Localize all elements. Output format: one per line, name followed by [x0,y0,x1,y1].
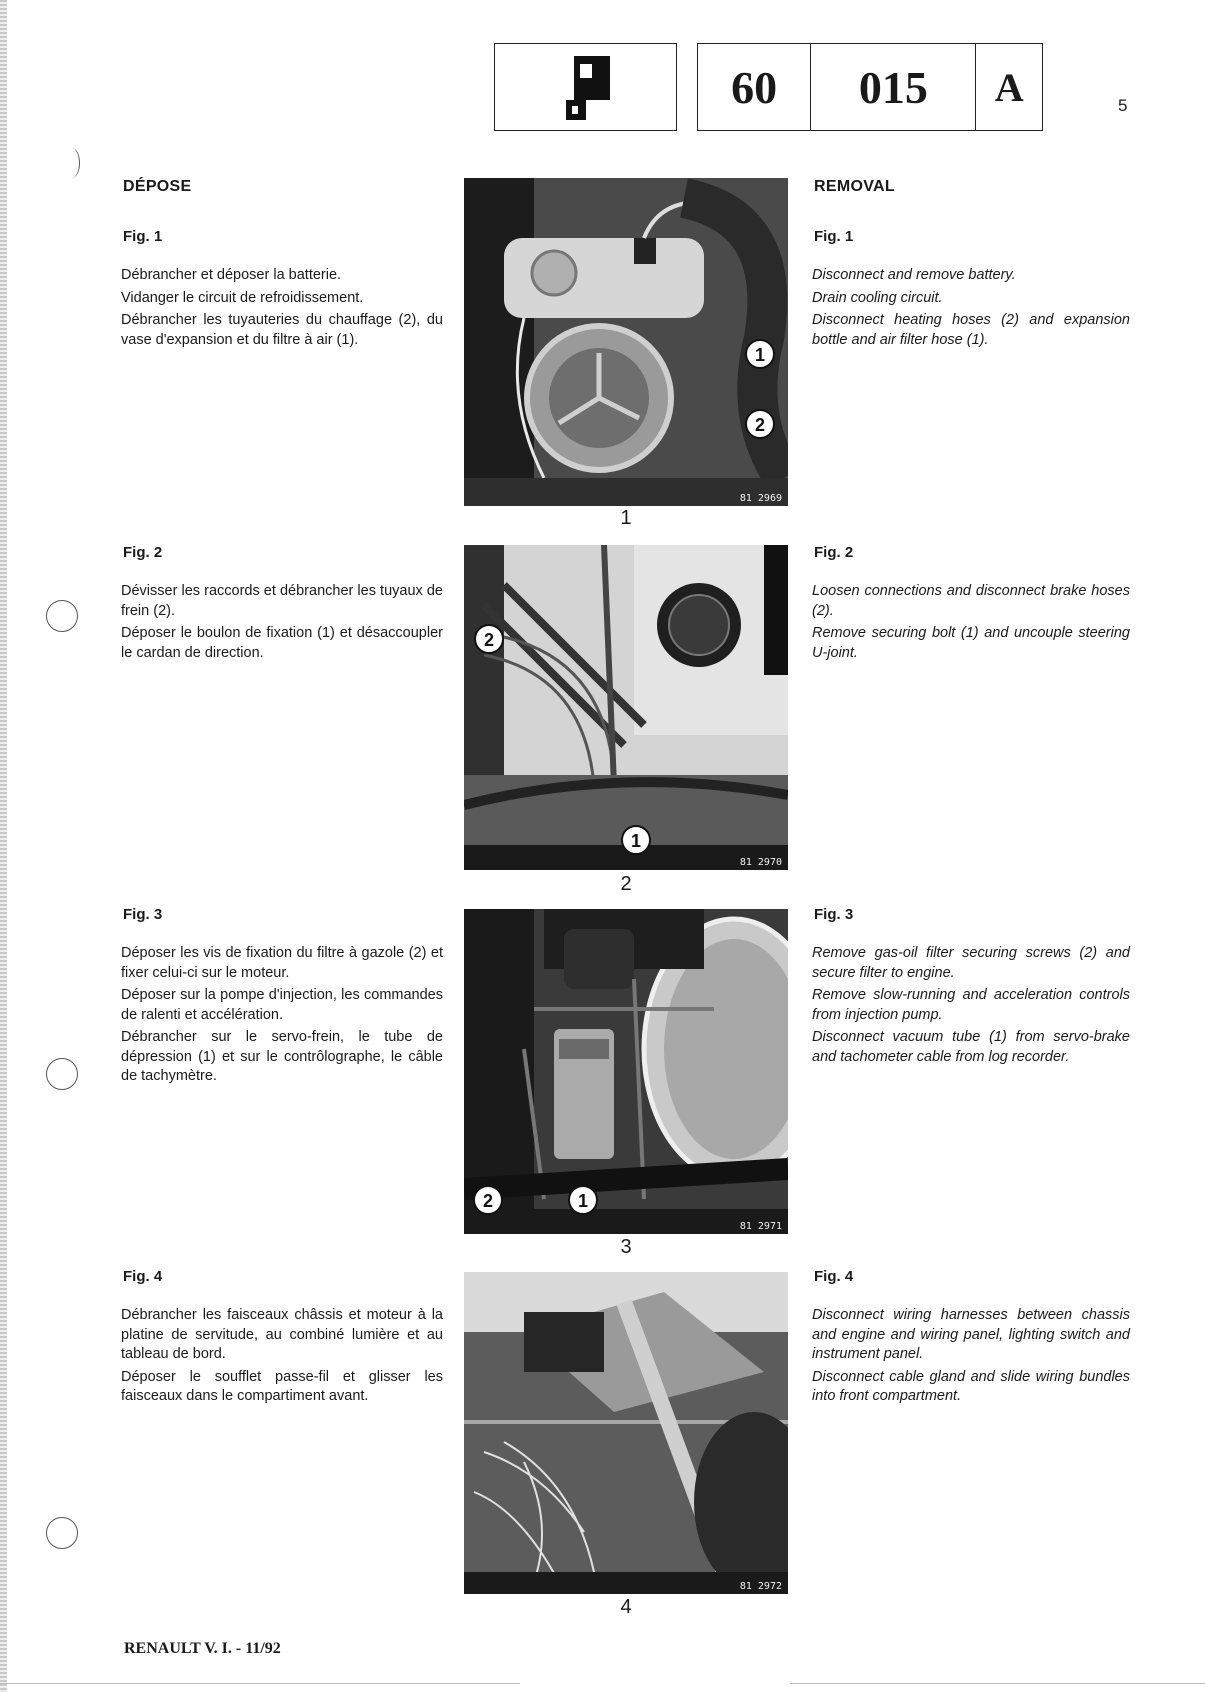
fig4-text-fr [121,1306,443,1410]
code-letter: A [994,64,1024,110]
fig2-label-en: Fig. 2 [814,544,854,561]
logo-box [494,43,677,131]
fig3-en-line: Remove gas-oil filter securing screws (2) and secure filter to engine. [812,945,1130,981]
fig1-text-fr [121,266,443,353]
fig3-fr-line: Débrancher sur le servo-frein, le tube de dépression (1) et sur le contrôlographe, le câble de tachymètre. [121,1029,443,1084]
fig3-fr-line: Déposer les vis de fixation du filtre à gazole (2) et fixer celui-ci sur le moteur. [121,945,443,981]
fig3-text-fr [121,944,443,1090]
fig4-label-fr: Fig. 4 [123,1268,163,1285]
section-logo-icon [566,56,610,120]
fig4-en-line: Disconnect wiring harnesses between chassis and engine and wiring panel, lighting switch and instrument panel. [812,1307,1130,1362]
fig1-en-line: Drain cooling circuit. [812,289,943,306]
fig2-photo-code: 81 2970 [739,857,782,868]
fig1-fr-line: Vidanger le circuit de refroidissement. [121,289,364,306]
fig2-text-en [812,582,1130,666]
page-number: 5 [1118,96,1128,115]
fig3-text-en [812,944,1130,1070]
fig2-en-line: Loosen connections and disconnect brake hoses (2). [812,583,1130,619]
fig3-callout-1: 1 [577,1191,589,1211]
fig3-photo-code: 81 2971 [739,1221,782,1232]
fig3-label-en: Fig. 3 [814,906,854,923]
code-main: 60 [698,44,811,130]
binder-hole [46,1517,78,1549]
fig1-number: 1 [620,507,632,529]
binder-hole-top [64,148,80,178]
section-title-fr: DÉPOSE [123,178,192,195]
binder-hole [46,600,78,632]
footer-publisher: RENAULT V. I. - 11/92 [124,1640,281,1657]
fig4-en-line: Disconnect cable gland and slide wiring bundles into front compartment. [812,1368,1130,1404]
fig3-callout-2: 2 [482,1191,494,1211]
fig4-text-en [812,1306,1130,1410]
fig3-fr-line: Déposer sur la pompe d'injection, les commandes de ralenti et accélération. [121,987,443,1023]
fig1-fr-line: Débrancher les tuyauteries du chauffage (2), du vase d'expansion et du filtre à air (1). [121,312,443,348]
fig2-photo [464,545,788,870]
fig4-number: 4 [620,1596,632,1618]
binder-edge [0,0,7,1692]
fig1-photo [464,178,788,506]
fig2-number: 2 [620,873,632,895]
fig2-text-fr [121,582,443,666]
fig1-text-en [812,266,1130,353]
section-title-en: REMOVAL [814,178,895,195]
fig2-label-fr: Fig. 2 [123,544,163,561]
code-sub: 015 [811,44,976,130]
fig3-photo [464,909,788,1234]
fig4-fr-line: Déposer le soufflet passe-fil et glisser les faisceaux dans le compartiment avant. [121,1368,443,1404]
fig1-en-line: Disconnect heating hoses (2) and expansion bottle and air filter hose (1). [812,312,1130,348]
fig4-photo-code: 81 2972 [739,1581,782,1592]
fig1-en-line: Disconnect and remove battery. [812,267,1016,283]
manual-code-box [697,43,1043,131]
fig3-en-line: Disconnect vacuum tube (1) from servo-brake and tachometer cable from log recorder. [812,1029,1130,1065]
footer-rule [0,1683,520,1684]
fig1-label-fr: Fig. 1 [123,228,163,245]
fig2-en-line: Remove securing bolt (1) and uncouple steering U-joint. [812,625,1130,661]
fig1-callout-2: 2 [754,415,766,435]
binder-hole [46,1058,78,1090]
fig2-callout-1: 1 [630,831,642,851]
fig4-label-en: Fig. 4 [814,1268,854,1285]
fig1-photo-code: 81 2969 [739,493,782,504]
fig3-en-line: Remove slow-running and acceleration controls from injection pump. [812,987,1130,1023]
fig3-label-fr: Fig. 3 [123,906,163,923]
fig1-label-en: Fig. 1 [814,228,854,245]
fig1-callout-1: 1 [754,345,766,365]
fig4-fr-line: Débrancher les faisceaux châssis et moteur à la platine de servitude, au combiné lumière et au tableau de bord. [121,1307,443,1362]
fig2-callout-2: 2 [483,630,495,650]
footer-rule [790,1683,1205,1684]
fig4-photo [464,1272,788,1594]
fig1-fr-line: Débrancher et déposer la batterie. [121,267,342,283]
fig2-fr-line: Déposer le boulon de fixation (1) et désaccoupler le cardan de direction. [121,625,443,661]
fig2-fr-line: Dévisser les raccords et débrancher les tuyaux de frein (2). [121,583,443,619]
fig3-number: 3 [620,1236,632,1258]
